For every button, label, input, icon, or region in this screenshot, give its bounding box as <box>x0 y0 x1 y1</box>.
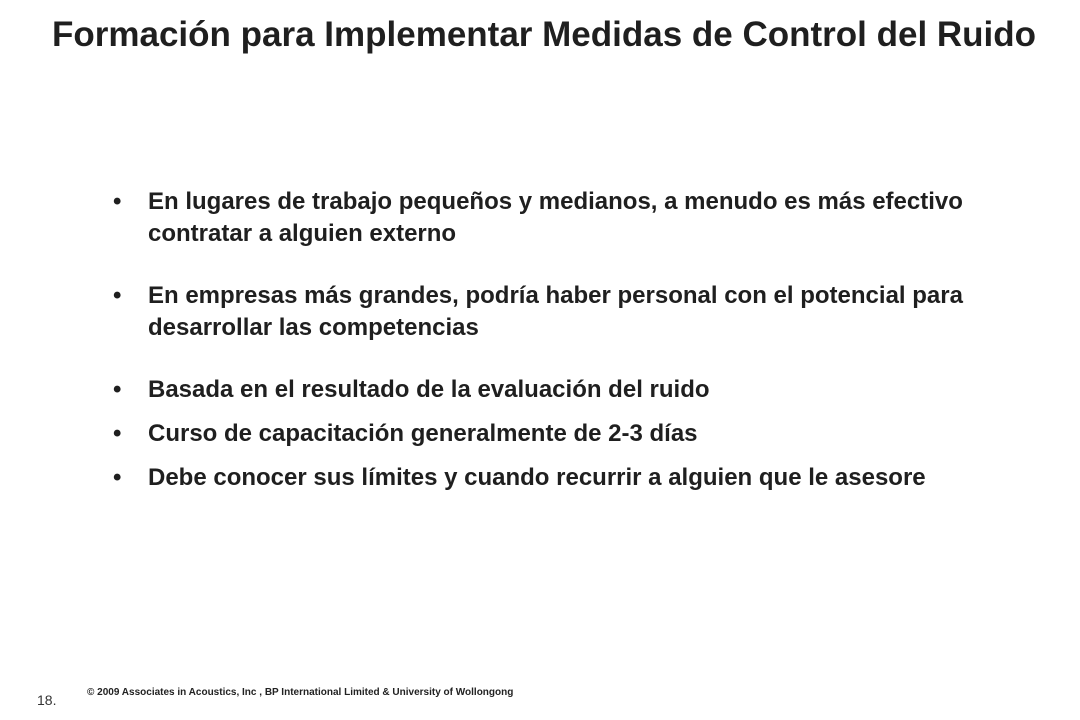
bullet-dot-icon: • <box>113 188 122 215</box>
bullet-item <box>113 280 1043 344</box>
bullet-dot-icon: • <box>113 464 122 491</box>
slide-title: Formación para Implementar Medidas de Control del Ruido <box>52 15 1037 54</box>
bullet-text: Curso de capacitación generalmente de 2-3 días <box>148 420 698 447</box>
bullet-text: En empresas más grandes, podría haber personal con el potencial para desarrollar las competencias <box>148 282 963 341</box>
bullet-text: En lugares de trabajo pequeños y medianos, a menudo es más efectivo contratar a alguien externo <box>148 188 963 247</box>
bullet-item <box>113 462 1043 494</box>
bullet-list <box>113 186 1043 494</box>
page-number: 18. <box>37 692 57 708</box>
bullet-dot-icon: • <box>113 420 122 447</box>
bullet-item <box>113 374 1043 406</box>
bullet-item <box>113 186 1043 250</box>
bullet-dot-icon: • <box>113 376 122 403</box>
copyright-notice: © 2009 Associates in Acoustics, Inc , BP International Limited & University of Wollongong <box>87 687 514 698</box>
bullet-text: Basada en el resultado de la evaluación del ruido <box>148 376 710 403</box>
bullet-text: Debe conocer sus límites y cuando recurrir a alguien que le asesore <box>148 464 926 491</box>
bullet-dot-icon: • <box>113 282 122 309</box>
bullet-item <box>113 418 1043 450</box>
